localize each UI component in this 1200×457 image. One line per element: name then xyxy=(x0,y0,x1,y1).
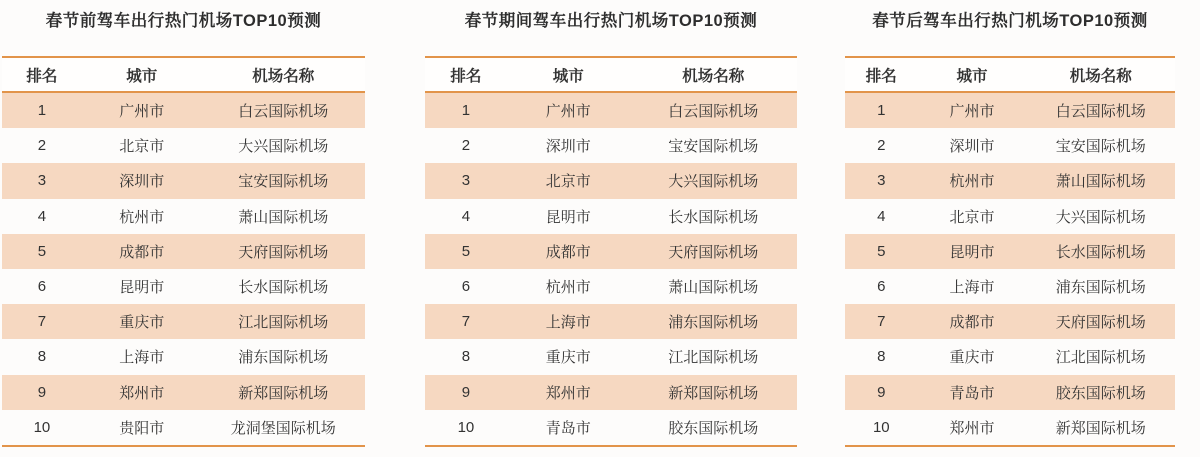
table-header-row xyxy=(2,58,365,93)
airport-cell: 天府国际机场 xyxy=(668,243,759,261)
city-cell: 青岛市 xyxy=(949,384,995,402)
city-cell: 郑州市 xyxy=(545,384,591,402)
table-row xyxy=(2,163,365,198)
rank-cell: 3 xyxy=(37,172,47,190)
rank-cell: 8 xyxy=(461,348,471,366)
rank-cell: 2 xyxy=(877,137,886,155)
table-row xyxy=(2,339,365,374)
rank-cell: 10 xyxy=(872,418,890,436)
table-row xyxy=(425,199,797,234)
table-row xyxy=(2,375,365,410)
rank-cell: 1 xyxy=(461,102,471,120)
table-title: 春节后驾车出行热门机场TOP10预测 xyxy=(872,12,1148,30)
rank-cell: 2 xyxy=(37,137,47,155)
table-header-row xyxy=(425,58,797,93)
table-row xyxy=(425,234,797,269)
city-cell: 贵阳市 xyxy=(119,419,165,437)
table-row xyxy=(845,199,1175,234)
city-cell: 昆明市 xyxy=(949,243,995,261)
rank-cell: 8 xyxy=(877,348,886,366)
table-grid xyxy=(2,56,365,447)
airport-cell: 新郑国际机场 xyxy=(668,384,759,402)
table-row xyxy=(425,93,797,128)
table-row xyxy=(2,304,365,339)
table-row xyxy=(425,269,797,304)
table-row xyxy=(425,128,797,163)
table-row xyxy=(845,163,1175,198)
table-row xyxy=(845,339,1175,374)
table-body xyxy=(2,93,365,445)
city-cell: 昆明市 xyxy=(545,208,591,226)
rank-cell: 5 xyxy=(37,242,47,260)
table-row xyxy=(2,234,365,269)
airport-cell: 白云国际机场 xyxy=(668,103,759,121)
table-row xyxy=(2,128,365,163)
city-cell: 郑州市 xyxy=(119,384,165,402)
column-header-city: 城市 xyxy=(552,67,584,85)
table-post-festival xyxy=(845,11,1175,447)
city-cell: 上海市 xyxy=(119,349,165,367)
city-cell: 成都市 xyxy=(119,243,165,261)
airport-cell: 新郑国际机场 xyxy=(238,384,329,402)
airport-cell: 萧山国际机场 xyxy=(238,208,329,226)
rank-cell: 6 xyxy=(877,278,886,296)
table-row xyxy=(845,128,1175,163)
city-cell: 杭州市 xyxy=(949,173,995,191)
rank-cell: 3 xyxy=(877,172,886,190)
rank-cell: 1 xyxy=(37,102,47,120)
airport-cell: 白云国际机场 xyxy=(238,103,329,121)
table-row xyxy=(425,163,797,198)
table-body xyxy=(845,93,1175,445)
rank-cell: 4 xyxy=(877,207,886,225)
airport-cell: 胶东国际机场 xyxy=(1055,384,1146,402)
airport-cell: 江北国际机场 xyxy=(238,314,329,332)
airport-cell: 宝安国际机场 xyxy=(238,173,329,191)
city-cell: 杭州市 xyxy=(119,208,165,226)
rank-cell: 5 xyxy=(461,242,471,260)
column-header-rank: 排名 xyxy=(865,67,897,85)
table-row xyxy=(845,93,1175,128)
rank-cell: 9 xyxy=(37,383,47,401)
column-header-airport: 机场名称 xyxy=(252,67,315,85)
city-cell: 昆明市 xyxy=(119,279,165,297)
column-header-city: 城市 xyxy=(126,67,158,85)
table-title: 春节前驾车出行热门机场TOP10预测 xyxy=(45,12,322,30)
city-cell: 重庆市 xyxy=(119,314,165,332)
column-header-rank: 排名 xyxy=(450,67,482,85)
airport-cell: 长水国际机场 xyxy=(668,208,759,226)
city-cell: 郑州市 xyxy=(949,419,995,437)
rank-cell: 7 xyxy=(37,313,47,331)
airport-cell: 宝安国际机场 xyxy=(668,138,759,156)
airport-cell: 胶东国际机场 xyxy=(668,419,759,437)
city-cell: 深圳市 xyxy=(545,138,591,156)
table-row xyxy=(425,375,797,410)
airport-cell: 萧山国际机场 xyxy=(1055,173,1146,191)
rank-cell: 3 xyxy=(461,172,471,190)
table-row xyxy=(845,304,1175,339)
rank-cell: 7 xyxy=(461,313,471,331)
table-row xyxy=(425,410,797,445)
city-cell: 重庆市 xyxy=(949,349,995,367)
column-header-city: 城市 xyxy=(956,67,988,85)
airport-cell: 浦东国际机场 xyxy=(1055,279,1146,297)
rank-cell: 2 xyxy=(461,137,471,155)
table-row xyxy=(845,410,1175,445)
table-row xyxy=(425,339,797,374)
rank-cell: 9 xyxy=(877,383,886,401)
airport-cell: 浦东国际机场 xyxy=(238,349,329,367)
airport-cell: 大兴国际机场 xyxy=(238,138,329,156)
table-header-row xyxy=(845,58,1175,93)
rank-cell: 10 xyxy=(33,418,51,436)
city-cell: 成都市 xyxy=(949,314,995,332)
table-grid xyxy=(845,56,1175,447)
city-cell: 成都市 xyxy=(545,243,591,261)
city-cell: 重庆市 xyxy=(545,349,591,367)
city-cell: 上海市 xyxy=(545,314,591,332)
table-title: 春节期间驾车出行热门机场TOP10预测 xyxy=(464,12,758,30)
rank-cell: 9 xyxy=(461,383,471,401)
table-row xyxy=(425,304,797,339)
city-cell: 上海市 xyxy=(949,279,995,297)
city-cell: 杭州市 xyxy=(545,279,591,297)
rank-cell: 6 xyxy=(461,278,471,296)
airport-cell: 龙洞堡国际机场 xyxy=(230,419,336,437)
city-cell: 深圳市 xyxy=(949,138,995,156)
table-row xyxy=(845,269,1175,304)
rank-cell: 5 xyxy=(877,242,886,260)
city-cell: 深圳市 xyxy=(119,173,165,191)
city-cell: 北京市 xyxy=(949,208,995,226)
rank-cell: 4 xyxy=(37,207,47,225)
rank-cell: 4 xyxy=(461,207,471,225)
table-row xyxy=(2,199,365,234)
rank-cell: 8 xyxy=(37,348,47,366)
city-cell: 广州市 xyxy=(119,103,165,121)
city-cell: 青岛市 xyxy=(545,419,591,437)
airport-cell: 大兴国际机场 xyxy=(1055,208,1146,226)
airport-cell: 长水国际机场 xyxy=(1055,243,1146,261)
city-cell: 广州市 xyxy=(545,103,591,121)
column-header-rank: 排名 xyxy=(26,67,58,85)
table-row xyxy=(845,375,1175,410)
table-row xyxy=(2,410,365,445)
airport-cell: 新郑国际机场 xyxy=(1055,419,1146,437)
table-pre-festival xyxy=(2,11,365,447)
airport-cell: 江北国际机场 xyxy=(1055,349,1146,367)
airport-cell: 长水国际机场 xyxy=(238,279,329,297)
column-header-airport: 机场名称 xyxy=(1069,67,1132,85)
city-cell: 广州市 xyxy=(949,103,995,121)
airport-cell: 天府国际机场 xyxy=(1055,314,1146,332)
city-cell: 北京市 xyxy=(545,173,591,191)
rank-cell: 1 xyxy=(877,102,886,120)
rank-cell: 7 xyxy=(877,313,886,331)
airport-cell: 浦东国际机场 xyxy=(668,314,759,332)
airport-cell: 萧山国际机场 xyxy=(668,279,759,297)
table-body xyxy=(425,93,797,445)
table-row xyxy=(2,269,365,304)
airport-cell: 江北国际机场 xyxy=(668,349,759,367)
airport-cell: 白云国际机场 xyxy=(1055,103,1146,121)
airport-cell: 天府国际机场 xyxy=(238,243,329,261)
airport-cell: 大兴国际机场 xyxy=(668,173,759,191)
table-grid xyxy=(425,56,797,447)
airport-cell: 宝安国际机场 xyxy=(1055,138,1146,156)
table-during-festival xyxy=(425,11,797,447)
city-cell: 北京市 xyxy=(119,138,165,156)
table-row xyxy=(2,93,365,128)
rank-cell: 6 xyxy=(37,278,47,296)
column-header-airport: 机场名称 xyxy=(682,67,745,85)
table-row xyxy=(845,234,1175,269)
rank-cell: 10 xyxy=(457,418,475,436)
